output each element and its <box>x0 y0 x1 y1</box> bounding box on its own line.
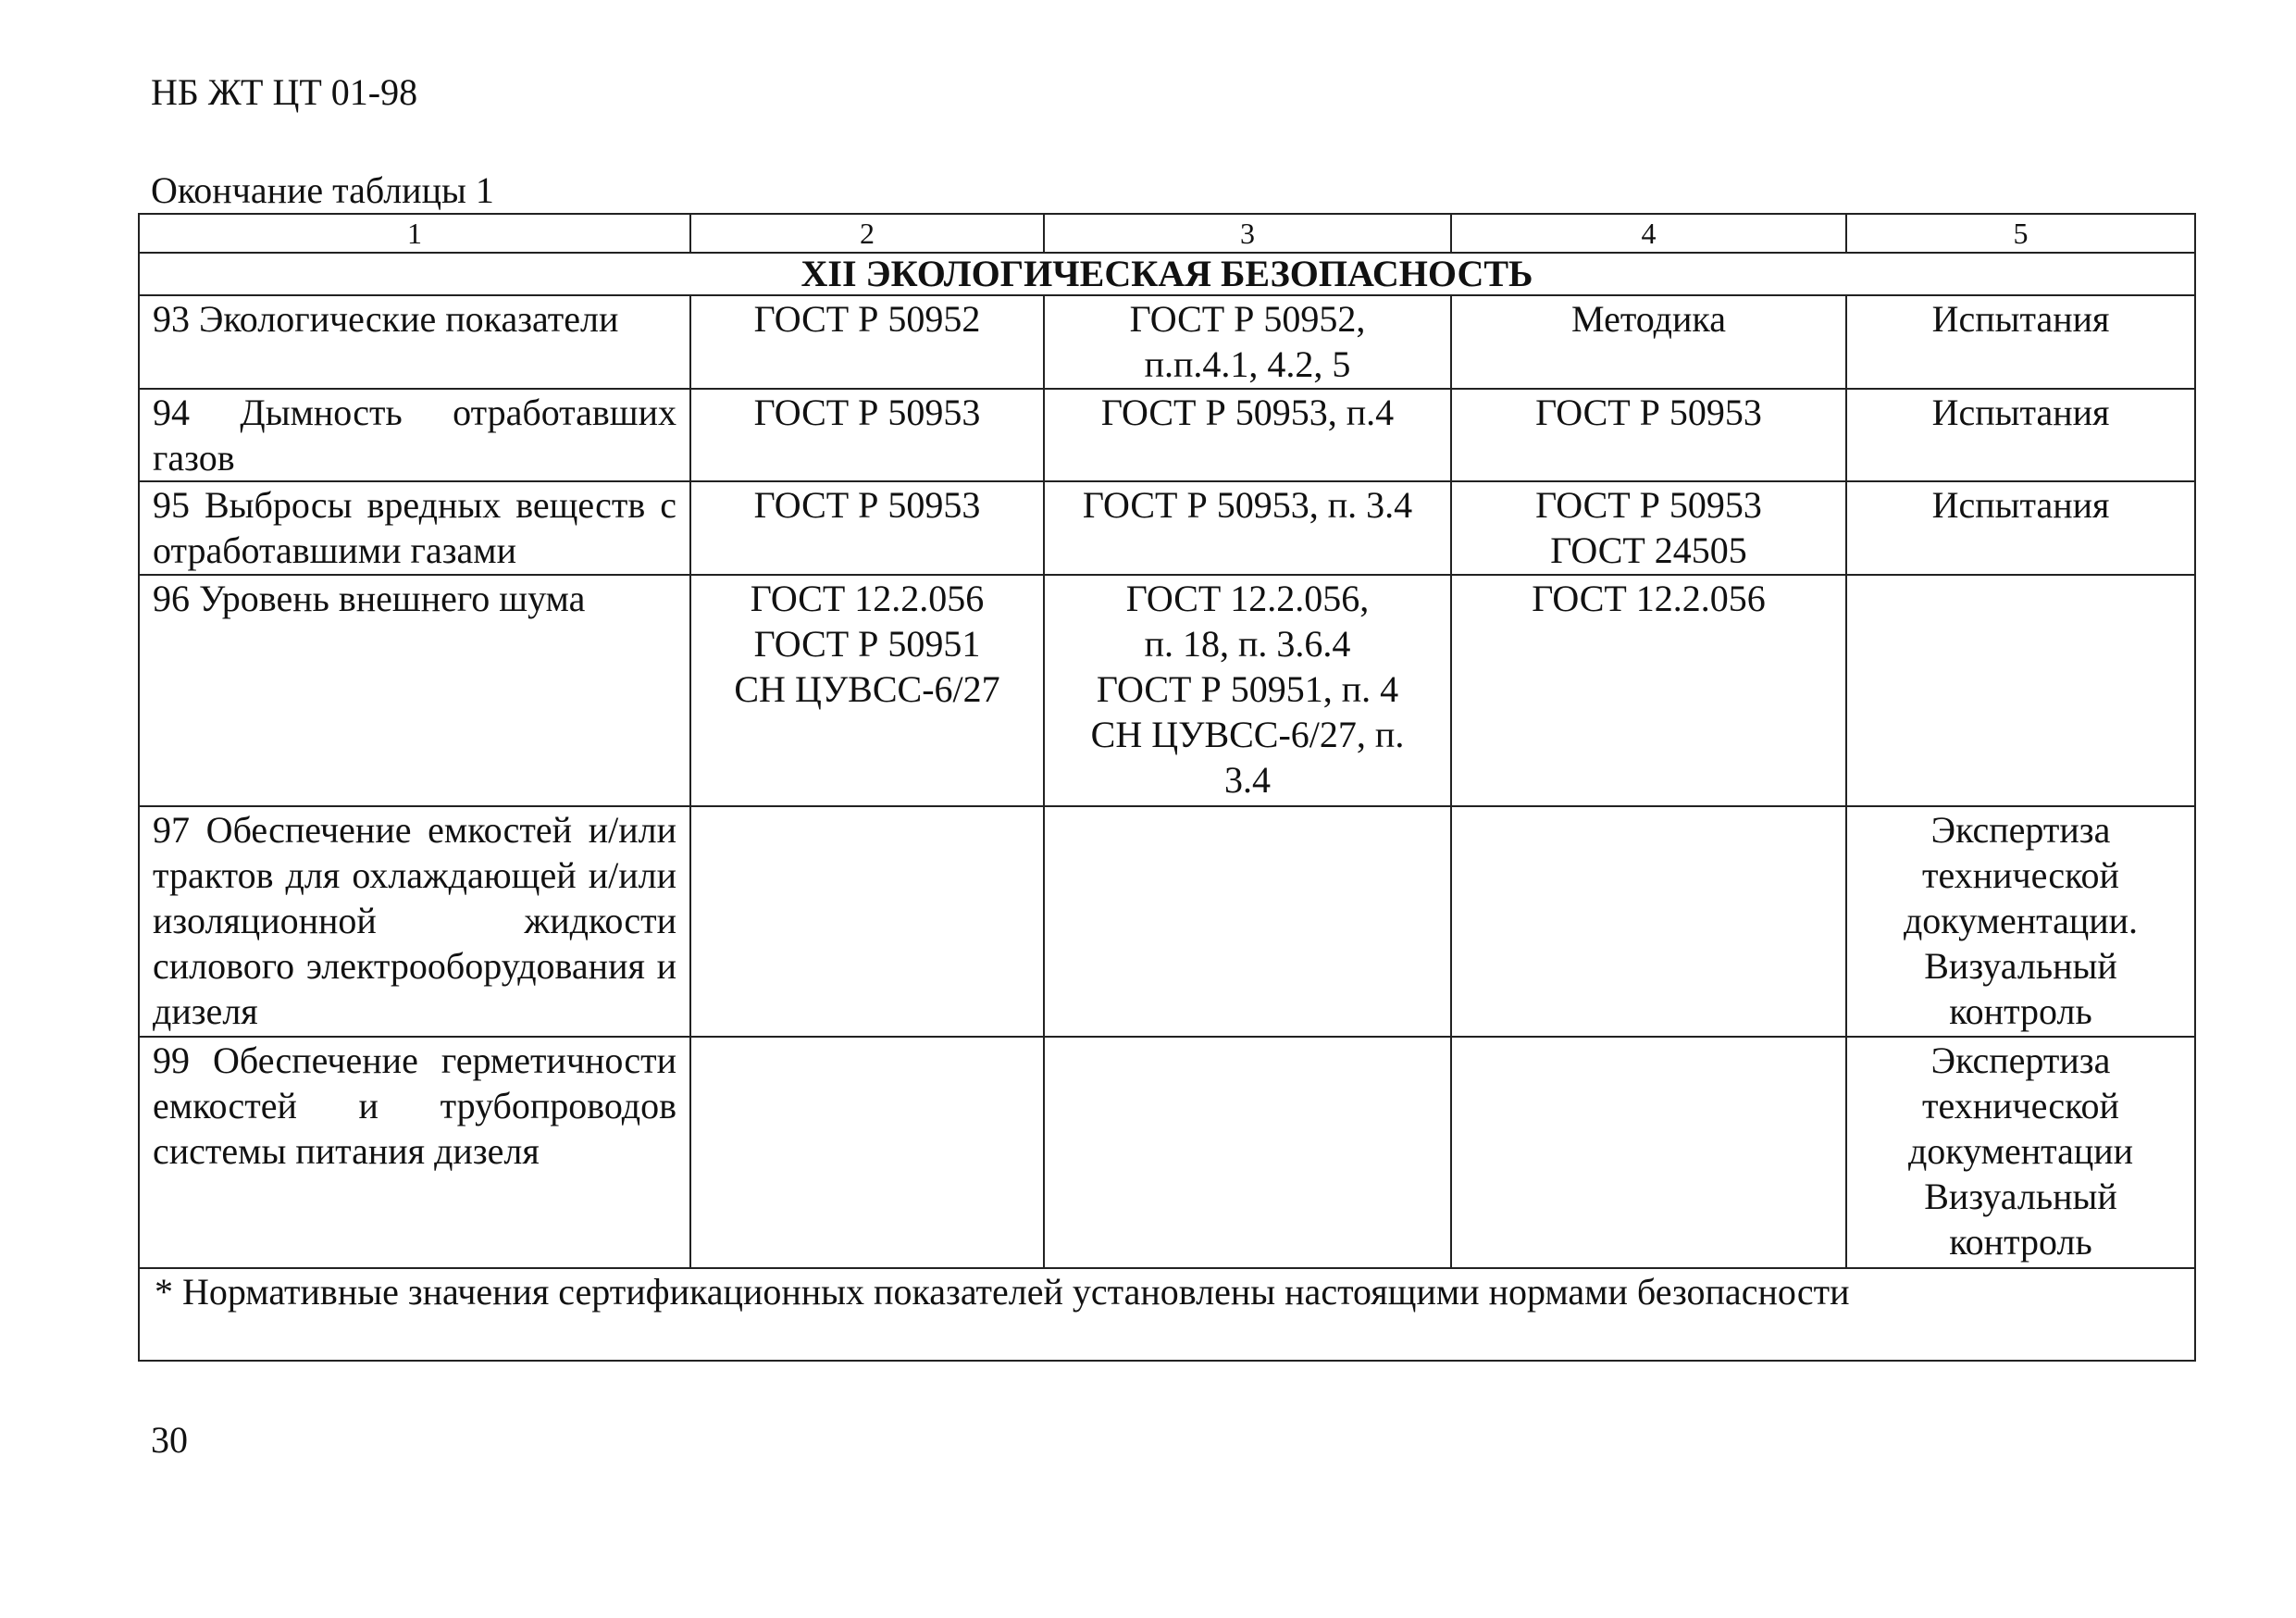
verification-cell <box>1846 389 2195 481</box>
method-cell <box>1451 806 1846 1037</box>
cell-text: ГОСТ Р 50953, п. 3.4 <box>1082 484 1413 526</box>
cell-text: СН ЦУВСС-6/27 <box>734 668 1000 710</box>
requirement-doc-cell <box>690 295 1044 389</box>
table-caption: Окончание таблицы 1 <box>151 169 494 211</box>
cell-text: ГОСТ 12.2.056 <box>1532 578 1766 619</box>
cell-text: п. 18, п. 3.6.4 <box>1144 623 1351 665</box>
cell-text: Экспертиза <box>1930 1039 2111 1081</box>
clause-cell <box>1044 575 1451 806</box>
clause-cell <box>1044 295 1451 389</box>
page-number: 30 <box>151 1419 188 1461</box>
cell-text: 95 Выбросы вредных веществ с отработавшими газами <box>153 484 676 571</box>
cell-text: п.п.4.1, 4.2, 5 <box>1144 343 1351 385</box>
cell-text: 97 Обеспечение емкостей и/или трактов для охлаждающей и/или изоляционной жидкости силового электрооборудования и дизеля <box>153 809 676 1032</box>
cell-text: ГОСТ 24505 <box>1550 529 1747 571</box>
cell-text: контроль <box>1949 990 2092 1032</box>
clause-cell <box>1044 481 1451 575</box>
table-row <box>139 481 2195 575</box>
section-header-row <box>139 253 2195 295</box>
cell-text: технической <box>1922 1085 2119 1126</box>
cell-text: Визуальный <box>1924 945 2117 987</box>
cell-text: ГОСТ Р 50953, п.4 <box>1100 392 1395 433</box>
cell-text: Методика <box>1571 298 1726 340</box>
table-row <box>139 575 2195 806</box>
column-number: 3 <box>1044 214 1451 253</box>
cell-text: ГОСТ 12.2.056 <box>750 578 985 619</box>
verification-cell <box>1846 575 2195 806</box>
column-number: 4 <box>1451 214 1846 253</box>
section-title: XII ЭКОЛОГИЧЕСКАЯ БЕЗОПАСНОСТЬ <box>139 253 2195 295</box>
column-number: 1 <box>139 214 690 253</box>
cell-text: контроль <box>1949 1221 2092 1263</box>
column-number: 2 <box>690 214 1044 253</box>
indicator-cell <box>139 295 690 389</box>
cell-text: ГОСТ Р 50952 <box>753 298 981 340</box>
cell-text: Визуальный <box>1924 1176 2117 1217</box>
table-row <box>139 295 2195 389</box>
indicator-cell <box>139 481 690 575</box>
cell-text: Испытания <box>1931 392 2110 433</box>
cell-text: ГОСТ Р 50951, п. 4 <box>1096 668 1399 710</box>
requirement-doc-cell <box>690 389 1044 481</box>
column-number: 5 <box>1846 214 2195 253</box>
table-row <box>139 389 2195 481</box>
requirement-doc-cell <box>690 575 1044 806</box>
cell-text: Экспертиза <box>1930 809 2111 851</box>
cell-text: ГОСТ Р 50953 <box>1535 484 1762 526</box>
cell-text: Испытания <box>1931 298 2110 340</box>
footnote-row <box>139 1268 2195 1361</box>
indicator-cell <box>139 575 690 806</box>
document-code: НБ ЖТ ЦТ 01-98 <box>151 71 418 113</box>
cell-text: ГОСТ Р 50953 <box>753 392 981 433</box>
cell-text: технической <box>1922 854 2119 896</box>
method-cell <box>1451 389 1846 481</box>
verification-cell <box>1846 806 2195 1037</box>
cell-text: ГОСТ Р 50953 <box>1535 392 1762 433</box>
cell-text: ГОСТ Р 50953 <box>753 484 981 526</box>
requirement-doc-cell <box>690 1037 1044 1268</box>
indicator-cell <box>139 1037 690 1268</box>
cell-text: 99 Обеспечение герметичности емкостей и трубопроводов системы питания дизеля <box>153 1039 676 1172</box>
cell-text: 94 Дымность отработавших газов <box>153 392 676 479</box>
cell-text: Испытания <box>1931 484 2110 526</box>
cell-text: 93 Экологические показатели <box>153 298 619 340</box>
cell-text: 96 Уровень внешнего шума <box>153 578 586 619</box>
method-cell <box>1451 481 1846 575</box>
method-cell <box>1451 575 1846 806</box>
column-number-row <box>139 214 2195 253</box>
cell-text: ГОСТ 12.2.056, <box>1125 578 1370 619</box>
clause-cell <box>1044 1037 1451 1268</box>
requirement-doc-cell <box>690 481 1044 575</box>
cell-text: документации <box>1907 1130 2134 1172</box>
table-row <box>139 1037 2195 1268</box>
verification-cell <box>1846 295 2195 389</box>
indicator-cell <box>139 806 690 1037</box>
method-cell <box>1451 295 1846 389</box>
clause-cell <box>1044 389 1451 481</box>
table-row <box>139 806 2195 1037</box>
indicator-cell <box>139 389 690 481</box>
requirement-doc-cell <box>690 806 1044 1037</box>
standards-table <box>138 213 2196 1362</box>
cell-text: ГОСТ Р 50951 <box>753 623 981 665</box>
cell-text: ГОСТ Р 50952, <box>1129 298 1366 340</box>
method-cell <box>1451 1037 1846 1268</box>
footnote: * Нормативные значения сертификационных показателей установлены настоящими нормами безопасности <box>139 1268 2195 1361</box>
verification-cell <box>1846 481 2195 575</box>
cell-text: документации. <box>1903 900 2139 941</box>
cell-text: СН ЦУВСС-6/27, п. <box>1090 714 1405 755</box>
cell-text: 3.4 <box>1224 759 1271 801</box>
clause-cell <box>1044 806 1451 1037</box>
verification-cell <box>1846 1037 2195 1268</box>
